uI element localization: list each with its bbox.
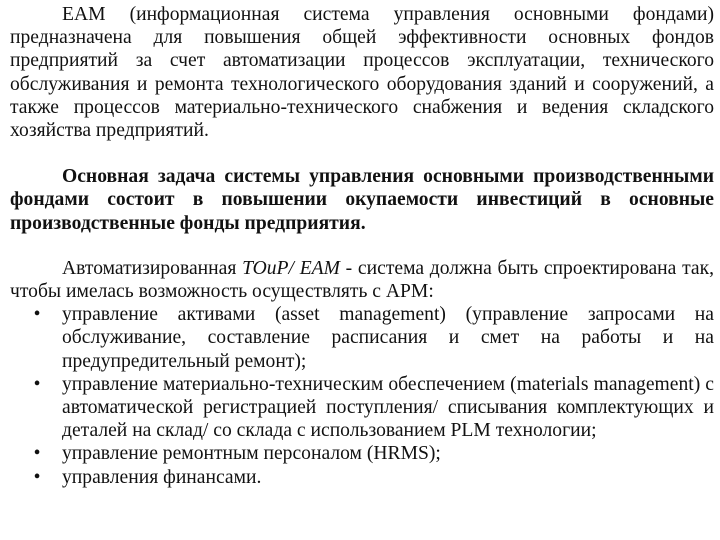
list-item-text: управление ремонтным персоналом (HRMS); xyxy=(62,443,441,465)
list-item xyxy=(10,373,714,443)
requirements-lead: Автоматизированная xyxy=(62,257,243,279)
list-item-text: управление материально-техническим обеспечением (materials management) с автоматической регистрацией поступления/ списывания комплектующих и деталей на склад/ со склада с использованием PLM технологии; xyxy=(62,373,714,442)
intro-paragraph: EAM (информационная система управления основными фондами) предназначена для повышения общей эффективности основных фондов предприятий за счет автоматизации процессов эксплуатации, технического обслуживания и ремонта технологического оборудования зданий и сооружений, а также процессов материально-технического снабжения и ведения складского хозяйства предприятий. xyxy=(10,4,714,142)
bullet-icon: • xyxy=(33,373,41,395)
bullet-icon: • xyxy=(33,304,41,326)
list-item xyxy=(10,442,714,465)
list-item-text: управление активами (asset management) (управление запросами на обслуживание, составление расписания и смет на работы и на предупредительный ремонт); xyxy=(62,304,714,372)
list-item xyxy=(10,303,714,373)
list-item-text: управления финансами. xyxy=(62,466,262,488)
requirements-paragraph xyxy=(10,257,714,303)
list-item xyxy=(10,466,714,489)
main-task-paragraph: Основная задача системы управления основными производственными фондами состоит в повышении окупаемости инвестиций в основные производственные фонды предприятия. xyxy=(10,166,714,234)
requirements-rest: - система должна быть спроектирована так, чтобы имелась возможность осуществлять с АРМ: xyxy=(10,257,714,303)
requirements-system-name: TOuP/ EAM xyxy=(242,257,340,279)
bullet-icon: • xyxy=(33,466,41,488)
capabilities-list xyxy=(10,303,714,489)
document-page xyxy=(10,0,714,489)
bullet-icon: • xyxy=(33,443,41,465)
